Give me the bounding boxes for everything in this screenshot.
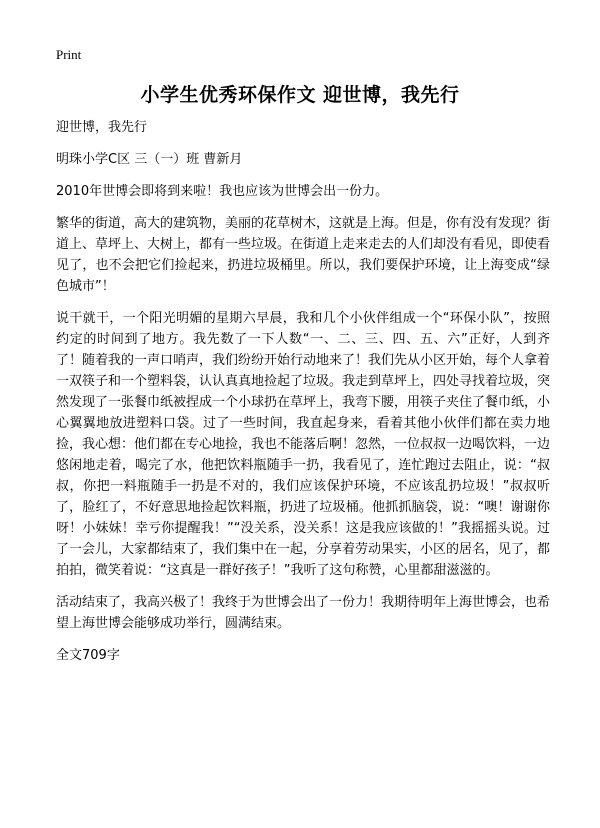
- article-subtitle: 迎世博，我先行: [56, 120, 148, 135]
- paragraph-intro: 2010年世博会即将到来啦！我也应该为世博会出一份力。: [56, 184, 389, 199]
- paragraph-activity: 说干就干，一个阳光明媚的星期六早晨，我和几个小伙伴组成一个“环保小队”，按照约定的时间到了地方。我先数了一下人数“一、二、三、四、五、六”正好，人到齐了！随着我的一声口哨声，我们纷纷开始行动地来了！我们先从小区开始，每个人拿着一双筷子和一个塑料袋，认认真真地捡起了垃圾。我走到草坪上，四处寻找着垃圾，突然发现了一张餐巾纸被捏成一个小球扔在草坪上，我弯下腰，用筷子夹住了餐巾纸，小心翼翼地放进塑料口袋。过了一些时间，我直起身来，看着其他小伙伴们都在卖力地捡，我心想：他们都在专心地捡，我也不能落后啊！忽然，一位叔叔一边喝饮料，一边悠闲地走着，喝完了水，他把饮料瓶随手一扔，我看见了，连忙跑过去阻止，说：“叔叔，你把一料瓶随手一扔是不对的，我们应该保护环境，不应该乱扔垃圾！”叔叔听了，脸红了，不好意思地捡起饮料瓶，扔进了垃圾桶。他抓抓脑袋，说：“噢！谢谢你呀！小妹妹！幸亏你提醒我！”“没关系，没关系！这是我应该做的！”我摇摇头说。过了一会儿，大家都结束了，我们集中在一起，分享着劳动果实，小区的居名，见了，都拍拍，微笑着说：“这真是一群好孩子！”我听了这句称赞，心里都甜滋滋的。: [56, 311, 551, 578]
- article-body: [56, 117, 550, 677]
- page-title: 小学生优秀环保作文 迎世博，我先行: [140, 84, 460, 106]
- word-count: 全文709字: [56, 648, 120, 663]
- print-link[interactable]: Print: [56, 47, 82, 62]
- paragraph-conclusion: 活动结束了，我高兴极了！我终于为世博会出了一份力！我期待明年上海世博会，也希望上海世博会能够成功举行，圆满结束。: [56, 595, 551, 631]
- paragraph-city: 繁华的街道，高大的建筑物，美丽的花草树木，这就是上海。但是，你有没有发现？街道上、草坪上、大树上，都有一些垃圾。在街道上走来走去的人们却没有看见，即使看见了，也不会把它们捡起来，扔进垃圾桶里。所以，我们要保护环境，让上海变成“绿色城市”！: [56, 216, 551, 294]
- article-byline: 明珠小学C区 三（一）班 曹新月: [56, 152, 243, 167]
